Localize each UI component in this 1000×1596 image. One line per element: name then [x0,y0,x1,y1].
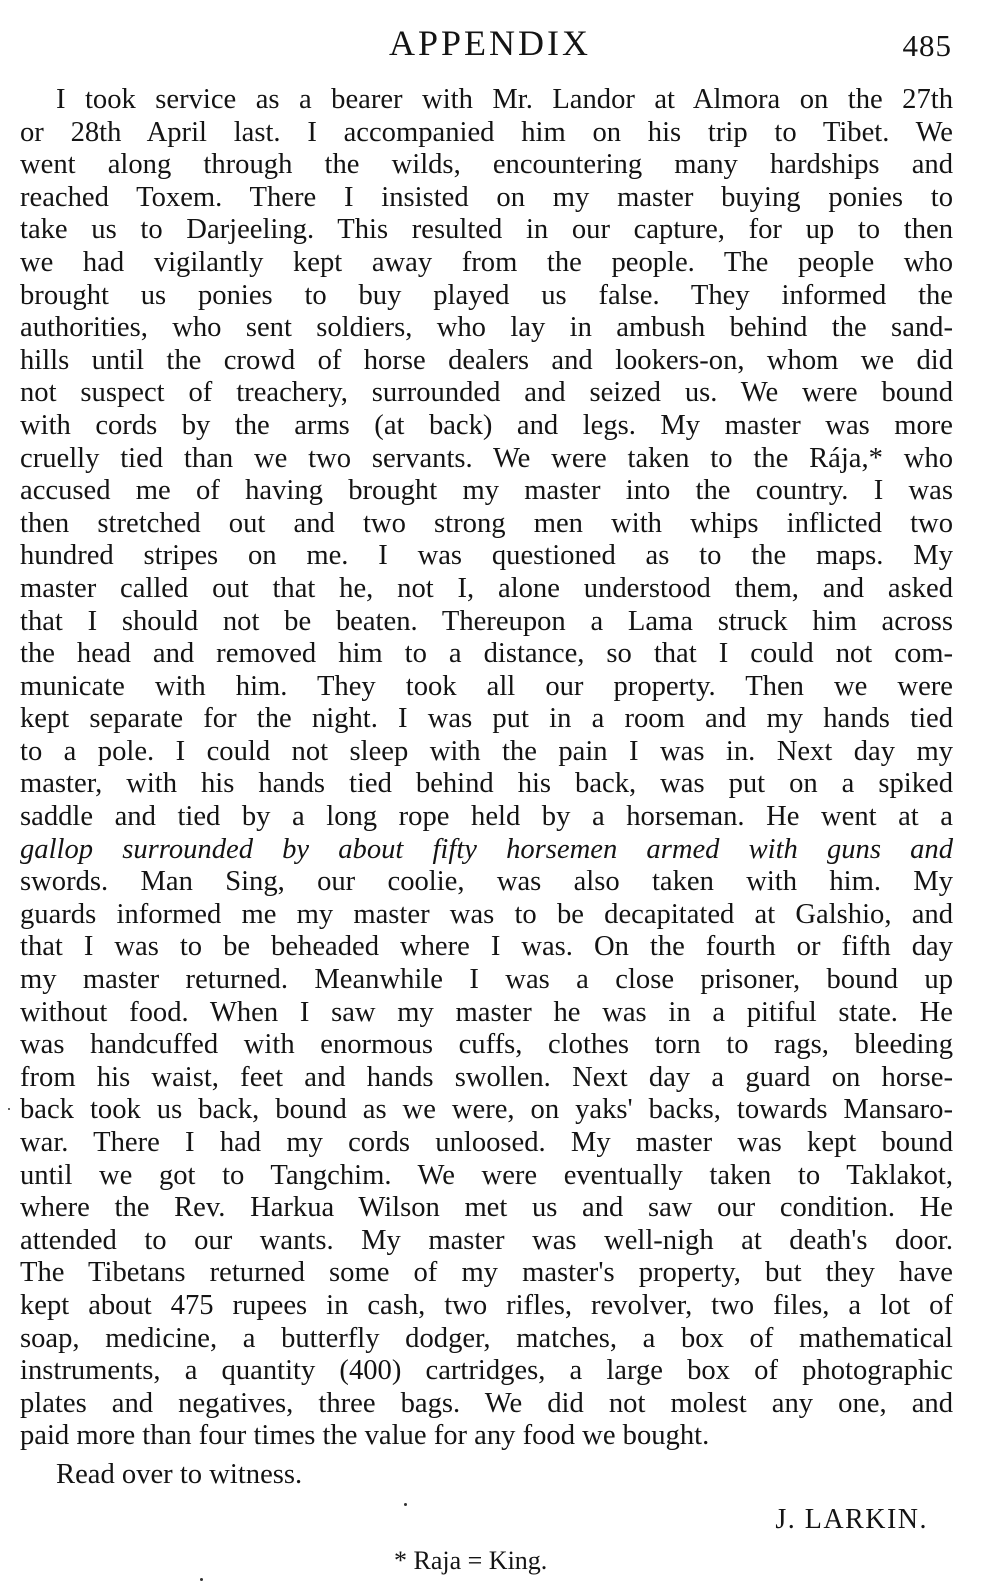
text-line: that I should not be beaten. Thereupon a Lama struck him across [20,605,953,637]
text-line: authorities, who sent soldiers, who lay in ambush behind the sand- [20,312,953,344]
text-line: instruments, a quantity (400) cartridges, a large box of photographic [20,1355,953,1387]
page-title: APPENDIX [388,23,591,63]
text-line: cruelly tied than we two servants. We were taken to the Rája,* who [20,442,953,474]
text-line: reached Toxem. There I insisted on my master buying ponies to [20,181,953,213]
text-line: saddle and tied by a long rope held by a horseman. He went at a [20,801,953,833]
text-line: where the Rev. Harkua Wilson met us and saw our condition. He [20,1192,953,1224]
text-line: guards informed me my master was to be decapitated at Galshio, and [20,898,953,930]
text-line: brought us ponies to buy played us false. They informed the [20,279,953,311]
text-line: municate with him. They took all our property. Then we were [20,670,953,702]
text-line: with cords by the arms (at back) and legs. My master was more [20,409,953,441]
text-line: plates and negatives, three bags. We did not molest any one, and [20,1387,953,1419]
text-line: war. There I had my cords unloosed. My master was kept bound [20,1127,953,1158]
text-line: hills until the crowd of horse dealers and lookers-on, whom we did [20,344,953,376]
text-line: not suspect of treachery, surrounded and seized us. We were bound [20,377,953,409]
text-line: kept about 475 rupees in cash, two rifles, revolver, two files, a lot of [20,1289,953,1321]
text-line: accused me of having brought my master into the country. I was [20,475,953,507]
text-line: the head and removed him to a distance, so that I could not com- [20,638,953,670]
text-line: until we got to Tangchim. We were eventually taken to Taklakot, [20,1159,953,1191]
text-line: without food. When I saw my master he was in a pitiful state. He [20,996,953,1028]
text-line: that I was to be beheaded where I was. On the fourth or fifth day [20,931,953,963]
text-line: my master returned. Meanwhile I was a close prisoner, bound up [20,964,953,996]
page-number: 485 [902,28,952,63]
print-speck [200,1578,203,1581]
text-line: then stretched out and two strong men with whips inflicted two [20,507,953,539]
text-line: take us to Darjeeling. This resulted in our capture, for up to then [20,214,953,246]
text-line: attended to our wants. My master was well-nigh at death's door. [20,1224,953,1256]
signature: J. LARKIN. [775,1504,928,1535]
text-line: hundred stripes on me. I was questioned as to the maps. My [20,540,953,572]
closing-line: Read over to witness. [56,1459,303,1490]
print-speck [8,1108,10,1110]
print-speck [404,1503,407,1506]
text-line: The Tibetans returned some of my master's property, but they have [20,1257,953,1289]
text-line: went along through the wilds, encountering many hardships and [20,149,953,181]
text-line: master, with his hands tied behind his back, was put on a spiked [20,768,953,800]
text-line: or 28th April last. I accompanied him on his trip to Tibet. We [20,116,953,148]
footnote: * Raja = King. [394,1546,548,1575]
text-line: paid more than four times the value for any food we bought. [20,1420,710,1452]
running-head [20,18,960,68]
text-line: gallop surrounded by about fifty horsemen armed with guns and [20,833,953,865]
text-line: master called out that he, not I, alone understood them, and asked [20,572,953,604]
text-line: kept separate for the night. I was put in a room and my hands tied [20,703,953,735]
text-line: soap, medicine, a butterfly dodger, matches, a box of mathematical [20,1322,953,1354]
text-line: was handcuffed with enormous cuffs, clothes torn to rags, bleeding [20,1029,953,1061]
text-line: from his waist, feet and hands swollen. Next day a guard on horse- [20,1061,953,1093]
body-paragraph [20,84,953,1453]
text-line: back took us back, bound as we were, on yaks' backs, towards Mansaro- [20,1094,953,1126]
text-line: I took service as a bearer with Mr. Landor at Almora on the 27th [56,84,953,115]
text-line: swords. Man Sing, our coolie, was also taken with him. My [20,866,953,898]
text-line: to a pole. I could not sleep with the pain I was in. Next day my [20,735,953,767]
text-line: we had vigilantly kept away from the people. The people who [20,246,953,278]
